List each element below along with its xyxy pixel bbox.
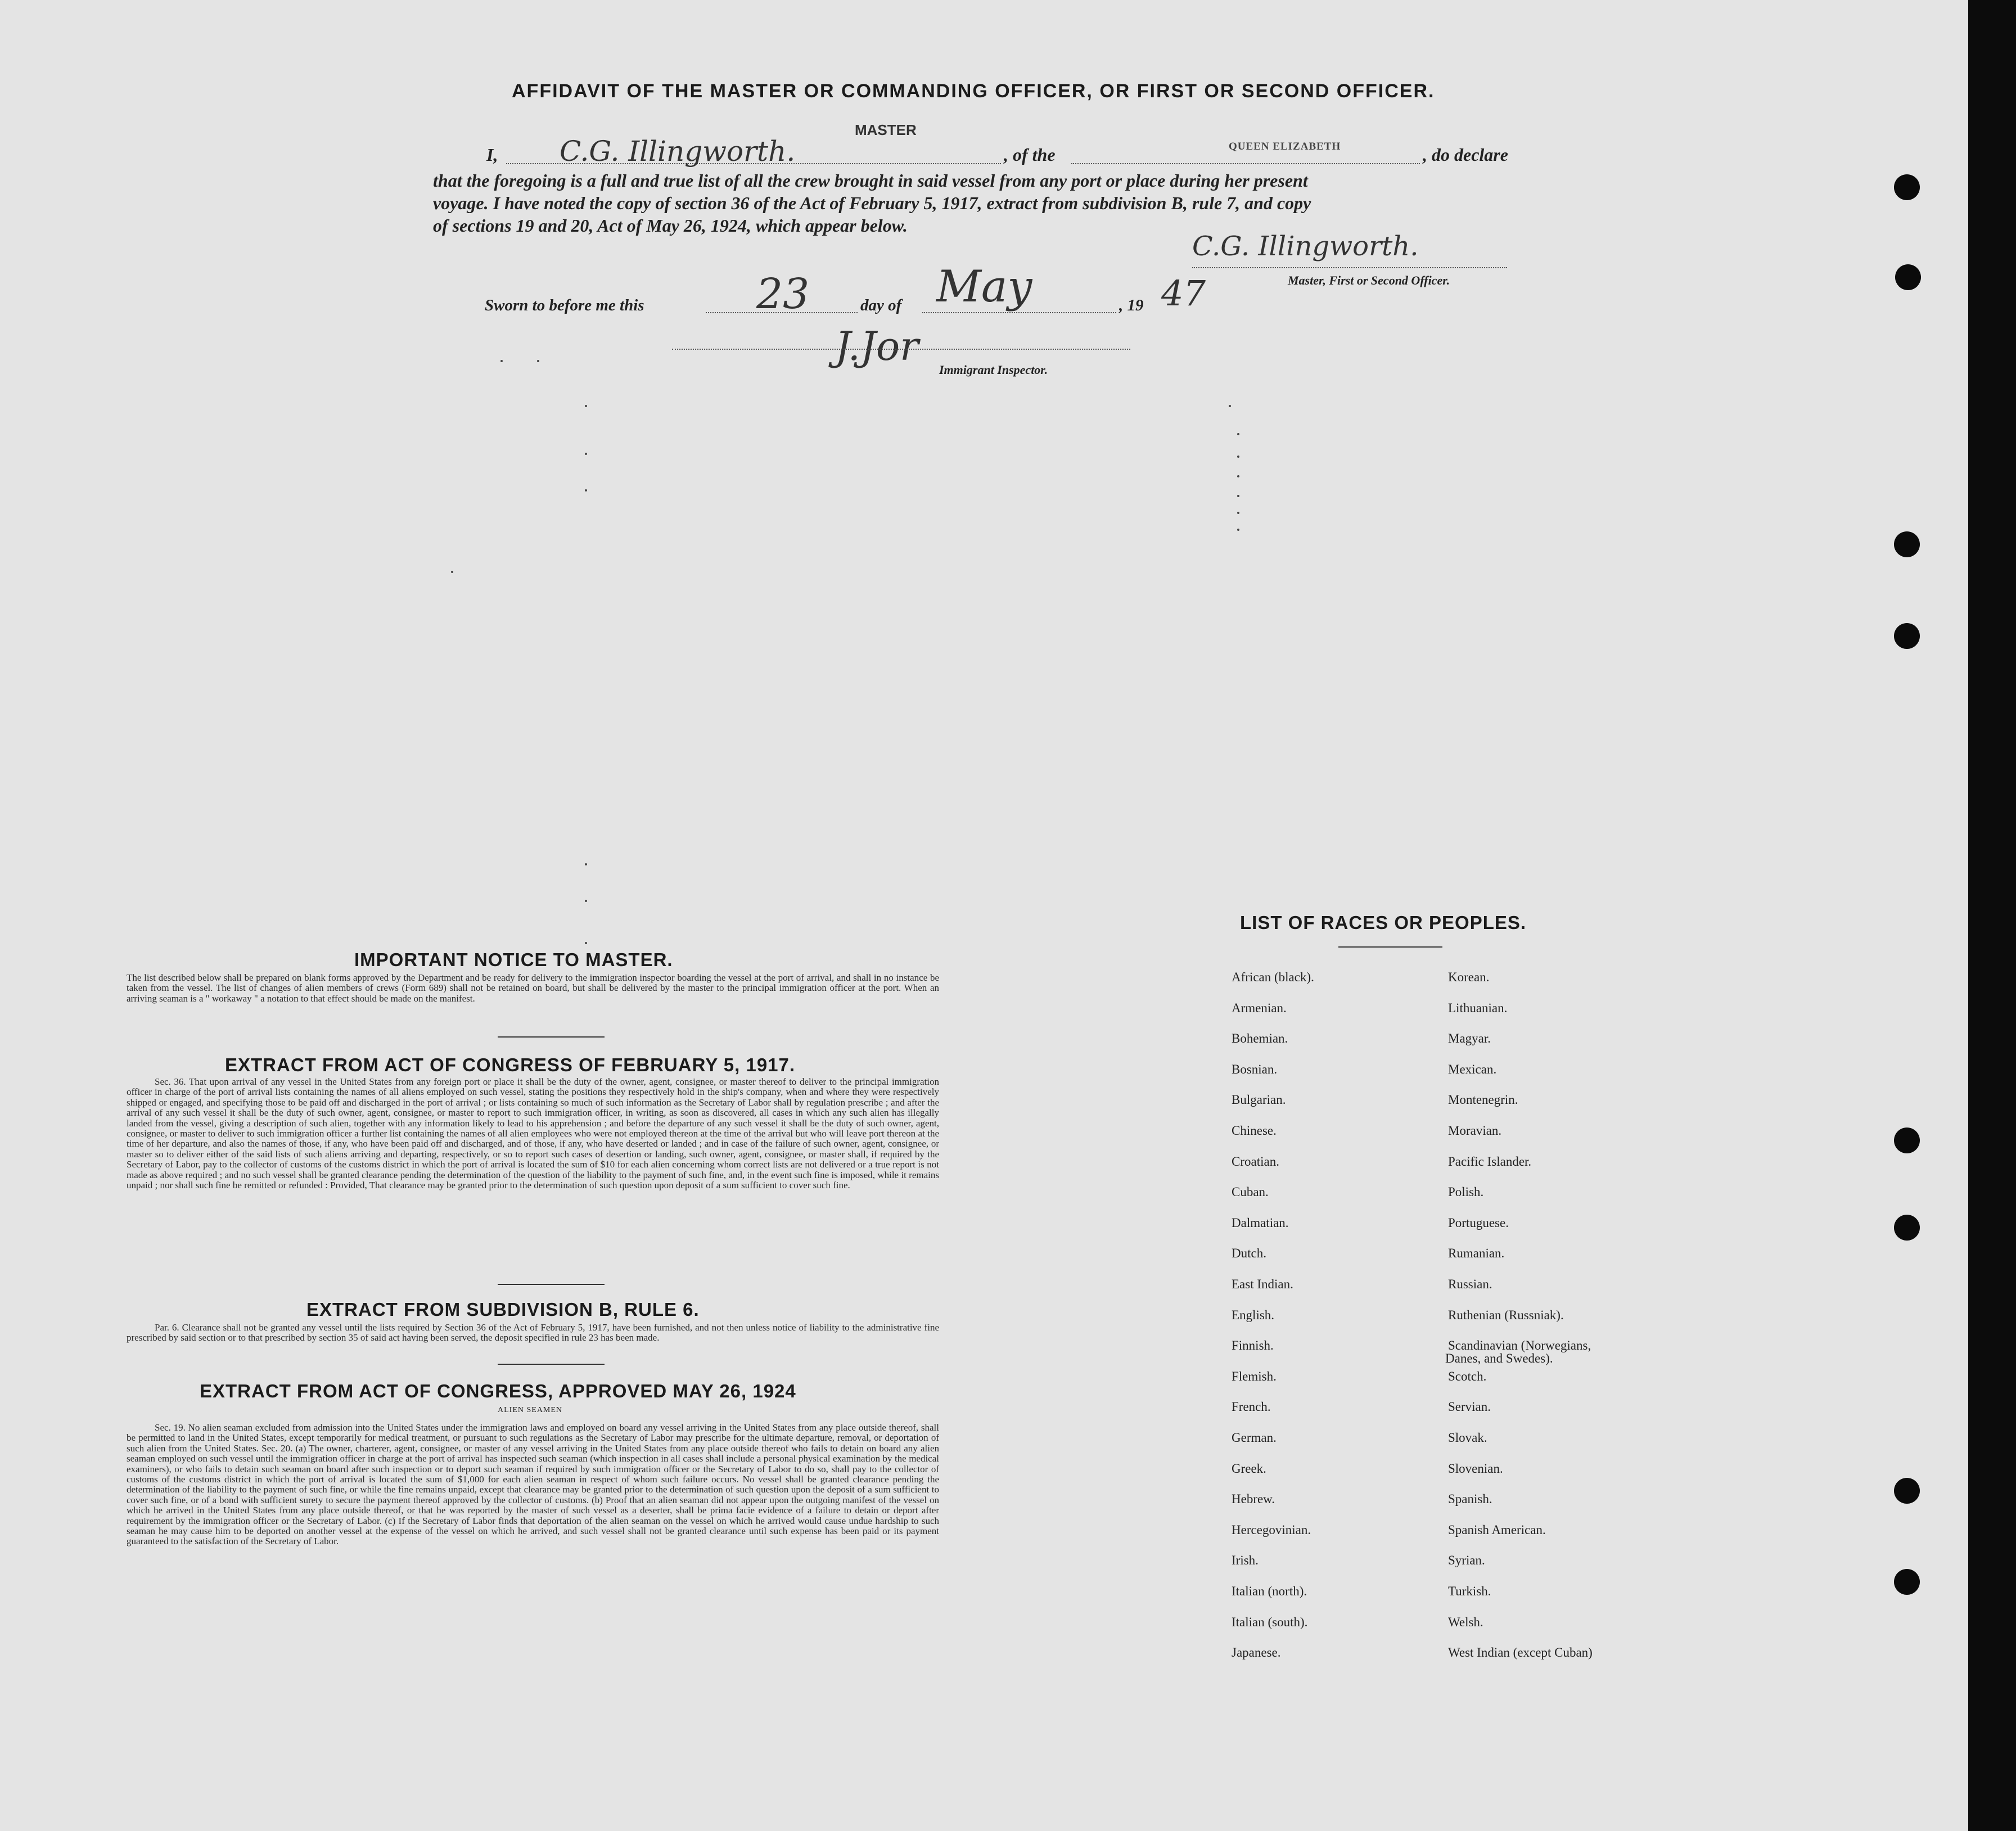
race-item: Italian (north). xyxy=(1232,1584,1307,1598)
race-item: Flemish. xyxy=(1232,1369,1277,1383)
do-declare-label: , do declare xyxy=(1423,145,1508,165)
extract-1924-subtitle: ALIEN SEAMEN xyxy=(498,1406,563,1414)
binder-hole xyxy=(1894,174,1920,200)
race-item: West Indian (except Cuban) xyxy=(1448,1645,1593,1660)
stray-dot xyxy=(585,863,587,865)
race-item: Spanish. xyxy=(1448,1492,1492,1507)
stray-dot xyxy=(1237,512,1239,514)
race-item: English. xyxy=(1232,1307,1275,1322)
race-item: Chinese. xyxy=(1232,1124,1277,1138)
subdivision-title: EXTRACT FROM SUBDIVISION B, RULE 6. xyxy=(306,1299,700,1320)
race-item: Finnish. xyxy=(1232,1338,1274,1353)
sworn-month: May xyxy=(936,261,1032,312)
stray-dot xyxy=(1237,475,1239,477)
stray-dot xyxy=(585,489,587,491)
stray-dot xyxy=(451,571,453,573)
binder-hole xyxy=(1894,1128,1920,1153)
race-item: African (black). xyxy=(1232,970,1314,984)
officer-signature-line xyxy=(1192,267,1507,268)
master-name-signature: C.G. Illingworth. xyxy=(560,135,796,168)
stray-dot xyxy=(1229,405,1231,407)
binder-hole xyxy=(1894,1478,1920,1504)
inspector-caption: Immigrant Inspector. xyxy=(939,363,1048,377)
scan-dark-edge xyxy=(1968,0,2016,1831)
race-item: Armenian. xyxy=(1232,1000,1287,1015)
race-item: French. xyxy=(1232,1400,1271,1414)
race-item: Bulgarian. xyxy=(1232,1093,1286,1107)
race-item: Portuguese. xyxy=(1448,1215,1509,1230)
extract-1924-title: EXTRACT FROM ACT OF CONGRESS, APPROVED MAY 26, 1924 xyxy=(200,1381,796,1401)
race-item: Scotch. xyxy=(1448,1369,1487,1383)
officer-signature: C.G. Illingworth. xyxy=(1192,231,1419,262)
race-item: Croatian. xyxy=(1232,1154,1279,1169)
race-item: Irish. xyxy=(1232,1553,1259,1568)
inspector-line xyxy=(672,349,1130,350)
race-item: German. xyxy=(1232,1431,1277,1445)
binder-hole xyxy=(1894,623,1920,649)
race-item: Moravian. xyxy=(1448,1124,1502,1138)
stray-dot xyxy=(585,900,587,902)
officer-signature-caption: Master, First or Second Officer. xyxy=(1288,273,1450,287)
race-item: Dutch. xyxy=(1232,1246,1266,1261)
race-item: Italian (south). xyxy=(1232,1614,1308,1629)
of-the-label: , of the xyxy=(1004,145,1056,165)
day-of-label: day of xyxy=(860,296,902,314)
race-item: Turkish. xyxy=(1448,1584,1491,1598)
notice-rule xyxy=(498,1036,605,1038)
stray-dot xyxy=(537,360,539,362)
race-item: Rumanian. xyxy=(1448,1246,1505,1261)
year-prefix: , 19 xyxy=(1119,296,1144,314)
stray-dot xyxy=(1237,529,1239,531)
stray-dot xyxy=(585,942,587,944)
race-item: Dalmatian. xyxy=(1232,1215,1289,1230)
inspector-signature: J.Jor xyxy=(835,323,919,369)
binder-hole xyxy=(1895,264,1921,290)
race-item: Japanese. xyxy=(1232,1645,1281,1660)
race-scandinavian-continued: Danes, and Swedes). xyxy=(1445,1351,1553,1365)
race-item: Pacific Islander. xyxy=(1448,1154,1532,1169)
races-rule xyxy=(1338,946,1442,948)
notice-title: IMPORTANT NOTICE TO MASTER. xyxy=(354,949,673,970)
race-item: Magyar. xyxy=(1448,1031,1491,1046)
stray-dot xyxy=(585,405,587,407)
race-item: Spanish American. xyxy=(1448,1522,1546,1537)
sworn-day: 23 xyxy=(756,270,810,318)
stray-dot xyxy=(1237,456,1239,458)
race-item: Montenegrin. xyxy=(1448,1093,1518,1107)
extract-1917-title: EXTRACT FROM ACT OF CONGRESS OF FEBRUARY 5, 1917. xyxy=(225,1054,796,1075)
race-item: East Indian. xyxy=(1232,1277,1293,1291)
affidavit-title: AFFIDAVIT OF THE MASTER OR COMMANDING OFFICER, OR FIRST OR SECOND OFFICER. xyxy=(512,80,1435,102)
race-item: Bohemian. xyxy=(1232,1031,1288,1046)
binder-hole xyxy=(1894,531,1920,557)
master-stamp: MASTER xyxy=(855,121,917,138)
stray-dot xyxy=(1237,495,1239,497)
affidavit-line-3: of sections 19 and 20, Act of May 26, 1924, which appear below. xyxy=(433,215,908,236)
vessel-name: QUEEN ELIZABETH xyxy=(1229,141,1341,152)
binder-hole xyxy=(1894,1215,1920,1241)
month-line xyxy=(922,312,1116,313)
extract-1917-text: Sec. 36. That upon arrival of any vessel in the United States from any foreign port or place it shall be the duty of the owner, agent, consignee, or master thereof to deliver to the principal immigration officer in charge of the port of arrival lists containing the names of all aliens employed on such vessel, stating the positions they respectively hold in the ship's company, when and where they were respectively shipped or engaged, and specifying those to be paid off and discharged in the port of arrival ; or lists containing so much of such information as the Secretary of Labor shall by regulation prescribe ; and after the arrival of any such vessel it shall be the duty of such owner, agent, consignee, or master to report to such immigration officer, in writing, as soon as discovered, all cases in which any such alien has illegally landed from the vessel, giving a description of such alien, together with any information likely to lead to his apprehension ; and before the departure of any such vessel it shall be the duty of such owner, agent, consignee, or master to deliver to such immigration officer a further list containing the names of all alien employees who were not employed thereon at the time of the arrival but who will leave port thereon at the time of her departure, and also the names of those, if any, who have been paid off and discharged, and of those, if any, who have deserted or landed ; and in case of the failure of such owner, agent, consignee, or master so to deliver either of the said lists of such aliens arriving and departing, respectively, or so to report such cases of desertion or landing, such owner, agent, consignee, or master shall, if required by the Secretary of Labor, pay to the collector of customs of the customs district in which the port of arrival is located the sum of $10 for each alien concerning whom correct lists are not delivered or a true report is not made as above required ; and no such vessel shall be granted clearance pending the determination of the question of the liability to the payment of such fine, and, in the event such fine is imposed, while it remains unpaid ; nor shall such fine be remitted or refunded : Provided, That clearance may be granted prior to the determination of such question upon deposit of a sum sufficient to cover such fine. xyxy=(127,1076,939,1191)
sworn-year: 47 xyxy=(1161,273,1206,314)
race-item: Bosnian. xyxy=(1232,1062,1278,1076)
race-item: Mexican. xyxy=(1448,1062,1497,1076)
race-item: Scandinavian (Norwegians, xyxy=(1448,1338,1591,1353)
affidavit-line-1: that the foregoing is a full and true list of all the crew brought in said vessel from any port or place during her present xyxy=(433,170,1308,191)
extract-1917-rule xyxy=(498,1284,605,1285)
race-item: Hebrew. xyxy=(1232,1492,1275,1507)
race-item: Greek. xyxy=(1232,1461,1266,1476)
races-title: LIST OF RACES OR PEOPLES. xyxy=(1240,912,1527,933)
vessel-line xyxy=(1071,163,1420,164)
stray-dot xyxy=(500,360,503,362)
race-item: Cuban. xyxy=(1232,1185,1269,1199)
race-item: Servian. xyxy=(1448,1400,1491,1414)
notice-text: The list described below shall be prepared on blank forms approved by the Department and be ready for delivery to the immigration inspector boarding the vessel at the port of arrival, and shall in no instance be taken from the vessel. The list of changes of alien members of crews (Form 689) shall not be retained on board, but shall be delivered by the master to the principal immigration officer at the port. When an arriving seaman is a " workaway " a notation to that effect should be made on the manifest. xyxy=(127,972,939,1004)
affidavit-line-2: voyage. I have noted the copy of section 36 of the Act of February 5, 1917, extract from subdivision B, rule 7, and copy xyxy=(433,193,1311,213)
binder-hole xyxy=(1894,1569,1920,1595)
race-item: Hercegovinian. xyxy=(1232,1522,1311,1537)
subdivision-rule xyxy=(498,1364,605,1365)
race-item: Russian. xyxy=(1448,1277,1492,1291)
sworn-label: Sworn to before me this xyxy=(485,296,644,314)
race-item: Lithuanian. xyxy=(1448,1000,1508,1015)
subdivision-text: Par. 6. Clearance shall not be granted any vessel until the lists required by Section 36 of the Act of February 5, 1917, have been furnished, and not then unless notice of liability to the administrative fine prescribed by said section or to that prescribed by section 35 of said act having been served, the deposit specified in rule 23 has been made. xyxy=(127,1322,939,1343)
extract-1924-text: Sec. 19. No alien seaman excluded from admission into the United States under the immigration laws and employed on board any vessel arriving in the United States from any place outside thereof, shall be permitted to land in the United States, except temporarily for medical treatment, or pursuant to such regulations as the Secretary of Labor may prescribe for the ultimate departure, removal, or deportation of such alien from the United States. Sec. 20. (a) The owner, charterer, agent, consignee, or master of any vessel arriving in the United States from any place outside thereof who fails to detain on board any alien seaman employed on such vessel until the immigration officer in charge at the port of arrival has inspected such seaman (which inspection in all cases shall include a personal physical examination by the medical examiners), or who fails to detain such seaman on board after such inspection or to deport such seaman if required by such immigration officer or the Secretary of Labor to do so, shall pay to the collector of customs of the customs district in which the port of arrival is located the sum of $1,000 for each alien seaman in respect of whom such failure occurs. No vessel shall be granted clearance pending the determination of the liability to the payment of such fine, or while the fine remains unpaid, except that clearance may be granted prior to the determination of such question upon the deposit of a sum sufficient to cover such fine, or of a bond with sufficient surety to secure the payment thereof approved by the collector of customs. (b) Proof that an alien seaman did not appear upon the outgoing manifest of the vessel on which he arrived in the United States from any place outside thereof, or that he was reported by the master of such vessel as a deserter, shall be prima facie evidence of a failure to detain or deport after requirement by the immigration officer or the Secretary of Labor. (c) If the Secretary of Labor finds that deportation of the alien seaman on the vessel on which he arrived would cause undue hardship to such seaman he may cause him to be deported on another vessel at the expense of the vessel on which he arrived, and such vessel shall not be granted clearance until such expense has been paid or its payment guaranteed to the satisfaction of the Secretary of Labor. xyxy=(127,1422,939,1547)
stray-dot xyxy=(585,453,587,455)
race-item: Ruthenian (Russniak). xyxy=(1448,1307,1564,1322)
race-item: Welsh. xyxy=(1448,1614,1483,1629)
race-item: Syrian. xyxy=(1448,1553,1485,1568)
race-item: Slovak. xyxy=(1448,1431,1487,1445)
race-item: Korean. xyxy=(1448,970,1490,984)
stray-dot xyxy=(1237,433,1239,435)
race-item: Slovenian. xyxy=(1448,1461,1503,1476)
affidavit-i: I, xyxy=(486,145,498,165)
race-item: Polish. xyxy=(1448,1185,1484,1199)
